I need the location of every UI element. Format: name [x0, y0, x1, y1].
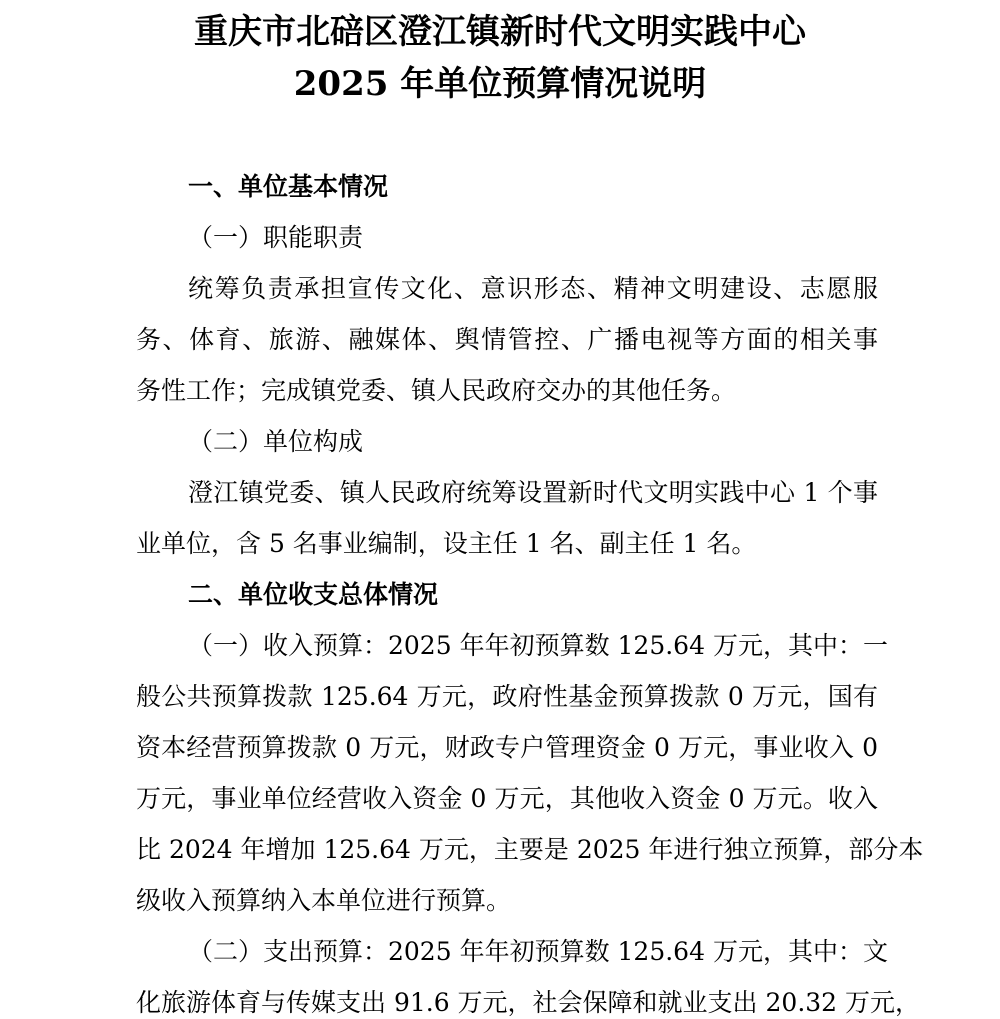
paragraph-line: （一）收入预算：2025 年年初预算数 125.64 万元，其中：一: [188, 631, 888, 660]
paragraph-line: 万元，事业单位经营收入资金 0 万元，其他收入资金 0 万元。收入: [136, 784, 878, 813]
paragraph-line: 业单位，含 5 名事业编制，设主任 1 名、副主任 1 名。: [136, 529, 757, 558]
document-title-line-2: 2025 年单位预算情况说明: [293, 64, 707, 104]
section-heading-overall: 二、单位收支总体情况: [188, 580, 439, 609]
paragraph-line: 般公共预算拨款 125.64 万元，政府性基金预算拨款 0 万元，国有: [136, 682, 878, 711]
section-heading-basic-info: 一、单位基本情况: [188, 172, 389, 201]
paragraph-line: 比 2024 年增加 125.64 万元，主要是 2025 年进行独立预算，部分本: [136, 835, 924, 864]
paragraph-line: 资本经营预算拨款 0 万元，财政专户管理资金 0 万元，事业收入 0: [136, 733, 878, 762]
paragraph-line: 澄江镇党委、镇人民政府统筹设置新时代文明实践中心 1 个事: [188, 478, 878, 507]
document-title-line-1: 重庆市北碚区澄江镇新时代文明实践中心: [194, 12, 806, 52]
paragraph-line: 务、体育、旅游、融媒体、舆情管控、广播电视等方面的相关事: [136, 325, 878, 354]
paragraph-line: 务性工作；完成镇党委、镇人民政府交办的其他任务。: [136, 376, 737, 405]
paragraph-line: 化旅游体育与传媒支出 91.6 万元，社会保障和就业支出 20.32 万元，: [136, 988, 921, 1017]
subsection-heading-functions: （一）职能职责: [188, 223, 364, 252]
paragraph-line: 统筹负责承担宣传文化、意识形态、精神文明建设、志愿服: [188, 274, 878, 303]
paragraph-line: 级收入预算纳入本单位进行预算。: [136, 886, 512, 915]
subsection-heading-composition: （二）单位构成: [188, 427, 364, 456]
paragraph-line: （二）支出预算：2025 年年初预算数 125.64 万元，其中：文: [188, 937, 888, 966]
